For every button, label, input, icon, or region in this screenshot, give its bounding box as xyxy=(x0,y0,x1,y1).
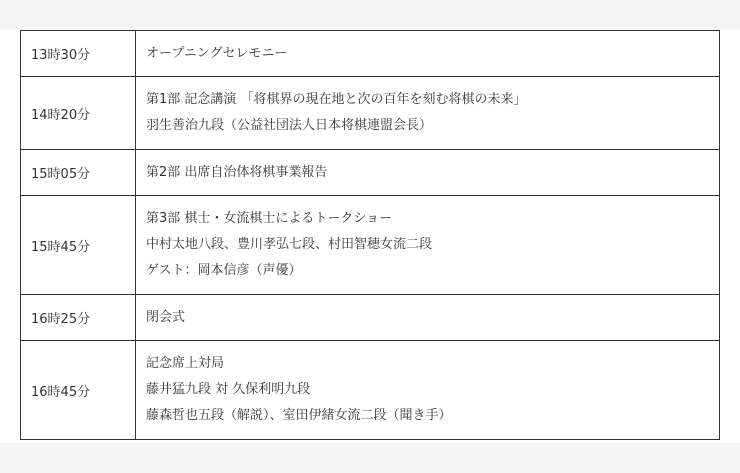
program-line: 第1部 記念講演 「将棋界の現在地と次の百年を刻む将棋の未来」 xyxy=(146,92,527,107)
program-line: 閉会式 xyxy=(146,309,186,325)
program-line: 藤森哲也五段（解説）、室田伊緒女流二段（聞き手） xyxy=(146,408,452,423)
program-cell xyxy=(136,31,720,77)
page-content xyxy=(0,30,740,443)
program-line: ゲスト：岡本信彦（声優） xyxy=(146,263,302,278)
time-cell: 16時45分 xyxy=(21,341,136,440)
program-line: 記念席上対局 xyxy=(146,356,225,371)
table-row xyxy=(21,196,720,295)
time-cell: 14時20分 xyxy=(21,77,136,150)
program-line: 中村太地八段、豊川孝弘七段、村田智穂女流二段 xyxy=(146,237,433,252)
schedule-table xyxy=(20,30,720,440)
program-cell xyxy=(136,196,720,295)
table-row xyxy=(21,341,720,440)
program-line: オープニングセレモニー xyxy=(146,45,288,61)
program-cell xyxy=(136,150,720,196)
time-cell: 15時45分 xyxy=(21,196,136,295)
table-row xyxy=(21,295,720,341)
program-cell xyxy=(136,295,720,341)
program-cell xyxy=(136,341,720,440)
program-cell xyxy=(136,77,720,150)
time-cell: 15時05分 xyxy=(21,150,136,196)
program-line: 第3部 棋士・女流棋士によるトークショー xyxy=(146,211,393,226)
time-cell: 13時30分 xyxy=(21,31,136,77)
time-cell: 16時25分 xyxy=(21,295,136,341)
program-line: 第2部 出席自治体将棋事業報告 xyxy=(146,164,328,180)
table-row xyxy=(21,31,720,77)
program-line: 藤井猛九段 対 久保利明九段 xyxy=(146,382,311,397)
program-line: 羽生善治九段（公益社団法人日本将棋連盟会長） xyxy=(146,118,433,133)
table-row xyxy=(21,77,720,150)
table-row xyxy=(21,150,720,196)
